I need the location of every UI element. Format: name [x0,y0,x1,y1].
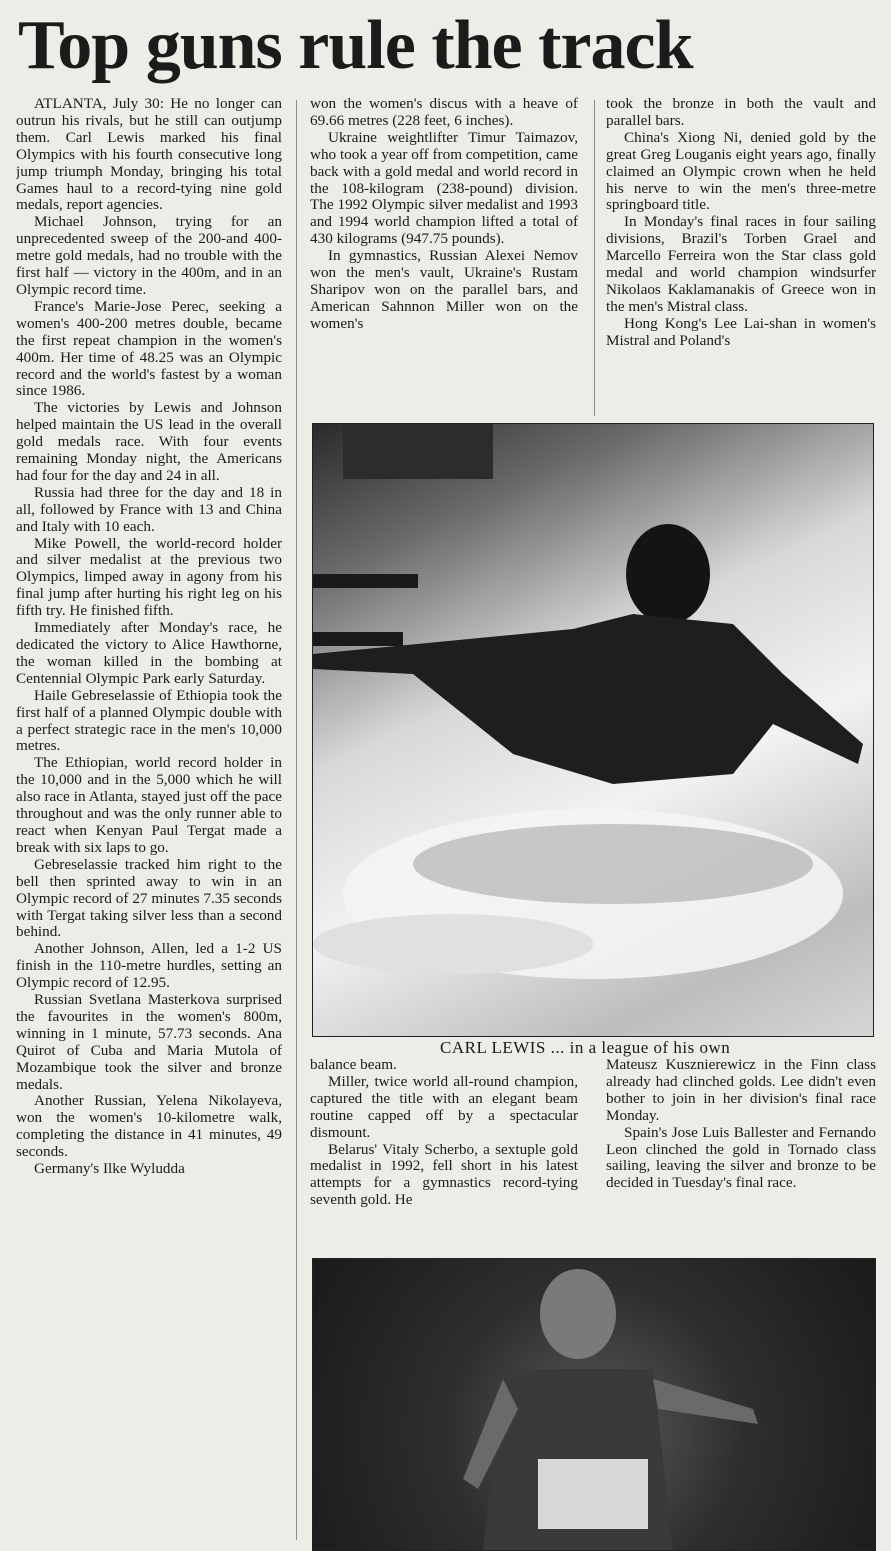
paragraph: Ukraine weightlifter Timur Taimazov, who took a year off from competition, came back with a gold medal and world record in the 108-kilogram (238-pound) division. The 1992 Olympic silver medalist and 1993 and 1994 world champion lifted a total of 430 kilograms (947.75 pounds). [310,128,578,248]
article-column-2-top [310,96,578,418]
paragraph: Belarus' Vitaly Scherbo, a sextuple gold medalist in 1992, fell short in his latest attempts for a gymnastics record-tying seventh gold. He [310,1140,578,1209]
paragraph: Germany's Ilke Wyludda [34,1160,185,1178]
paragraph: took the bronze in both the vault and parallel bars. [606,96,876,129]
paragraph: France's Marie-Jose Perec, seeking a women's 400-200 metres double, became the first repeat champion in the women's 400m. Her time of 48.25 was an Olympic record and the world's fastest by a woman since 1986. [16,297,282,400]
paragraph: Haile Gebreselassie of Ethiopia took the first half of a planned Olympic double with a perfect strategic race in the men's 10,000 metres. [16,686,282,755]
paragraph: Another Russian, Yelena Nikolayeva, won the women's 10-kilometre walk, completing the distance in 41 minutes, 49 seconds. [16,1092,282,1161]
column-rule [594,100,595,416]
paragraph: Miller, twice world all-round champion, captured the title with an elegant beam routine capped off by a spectacular dismount. [310,1072,578,1141]
paragraph: Michael Johnson, trying for an unprecedented sweep of the 200-and 400-metre gold medals, had no trouble with the first half — victory in the 400m, and in an Olympic record time. [16,213,282,298]
paragraph: Gebreselassie tracked him right to the bell then sprinted away to win in an Olympic record of 27 minutes 7.35 seconds with Tergat taking silver less than a second behind. [16,855,282,941]
paragraph: The victories by Lewis and Johnson helped maintain the US lead in the overall gold medals race. With four events remaining Monday night, the Americans had four for the day and 24 in all. [16,399,282,484]
paragraph: Another Johnson, Allen, led a 1-2 US finish in the 110-metre hurdles, setting an Olympic record of 12.95. [16,940,282,992]
paragraph: Mike Powell, the world-record holder and silver medalist at the previous two Olympics, limped away in agony from his final jump after hurting his right leg on his fifth try. He finished fifth. [16,534,282,620]
article-column-2-bottom [310,1057,578,1247]
photo-caption: CARL LEWIS ... in a league of his own [440,1038,731,1057]
paragraph: ATLANTA, July 30: He no longer can outrun his rivals, but he still can outjump them. Carl Lewis marked his final Olympics with his fourth consecutive long jump triumph Monday, bringing his total Games haul to a record-tying nine gold medals, report agencies. [16,96,282,214]
paragraph: won the women's discus with a heave of 69.66 metres (228 feet, 6 inches). [310,96,578,129]
paragraph: China's Xiong Ni, denied gold by the great Greg Louganis eight years ago, finally claimed an Olympic crown when he held his nerve to win the men's three-metre springboard title. [606,128,876,214]
runner-photo-art [313,1259,875,1550]
paragraph: Mateusz Kusznierewicz in the Finn class already had clinched golds. Lee didn't even bother to join in her division's final race Monday. [606,1057,876,1124]
headline: Top guns rule the track [18,7,693,84]
column-rule [296,100,297,1540]
paragraph: Hong Kong's Lee Lai-shan in women's Mistral and Poland's [606,314,876,349]
paragraph: balance beam. [310,1057,397,1073]
paragraph: The Ethiopian, world record holder in the 10,000 and in the 5,000 which he will also race in Atlanta, stayed just off the pace throughout and was the only runner able to react when Kenyan Paul Tergat made a break with six laps to go. [16,754,282,856]
paragraph: Russia had three for the day and 18 in all, followed by France with 13 and China and Italy with 10 each. [16,483,282,535]
runner-photo [312,1258,876,1551]
article-column-3-top [606,96,876,418]
paragraph: In gymnastics, Russian Alexei Nemov won the men's vault, Ukraine's Rustam Sharipov won on the parallel bars, and American Sahnnon Miller won on the women's [310,247,578,332]
paragraph: Russian Svetlana Masterkova surprised the favourites in the women's 800m, winning in 1 minute, 57.73 seconds. Ana Quirot of Cuba and Maria Mutola of Mozambique took the silver and bronze medals. [16,991,282,1093]
article-column-1 [16,96,282,1541]
long-jump-photo-art [313,424,873,1036]
paragraph: Spain's Jose Luis Ballester and Fernando Leon clinched the gold in Tornado class sailing, leaving the silver and bronze to be decided in Tuesday's final race. [606,1123,876,1192]
long-jump-photo [312,423,874,1037]
article-column-3-bottom [606,1057,876,1247]
paragraph: Immediately after Monday's race, he dedicated the victory to Alice Hawthorne, the woman killed in the bombing at Centennial Olympic Park early Saturday. [16,619,282,687]
paragraph: In Monday's final races in four sailing divisions, Brazil's Torben Grael and Marcello Ferreira won the Star class gold medal and world champion windsurfer Nikolaos Kaklamanakis of Greece won in the men's Mistral class. [606,213,876,315]
